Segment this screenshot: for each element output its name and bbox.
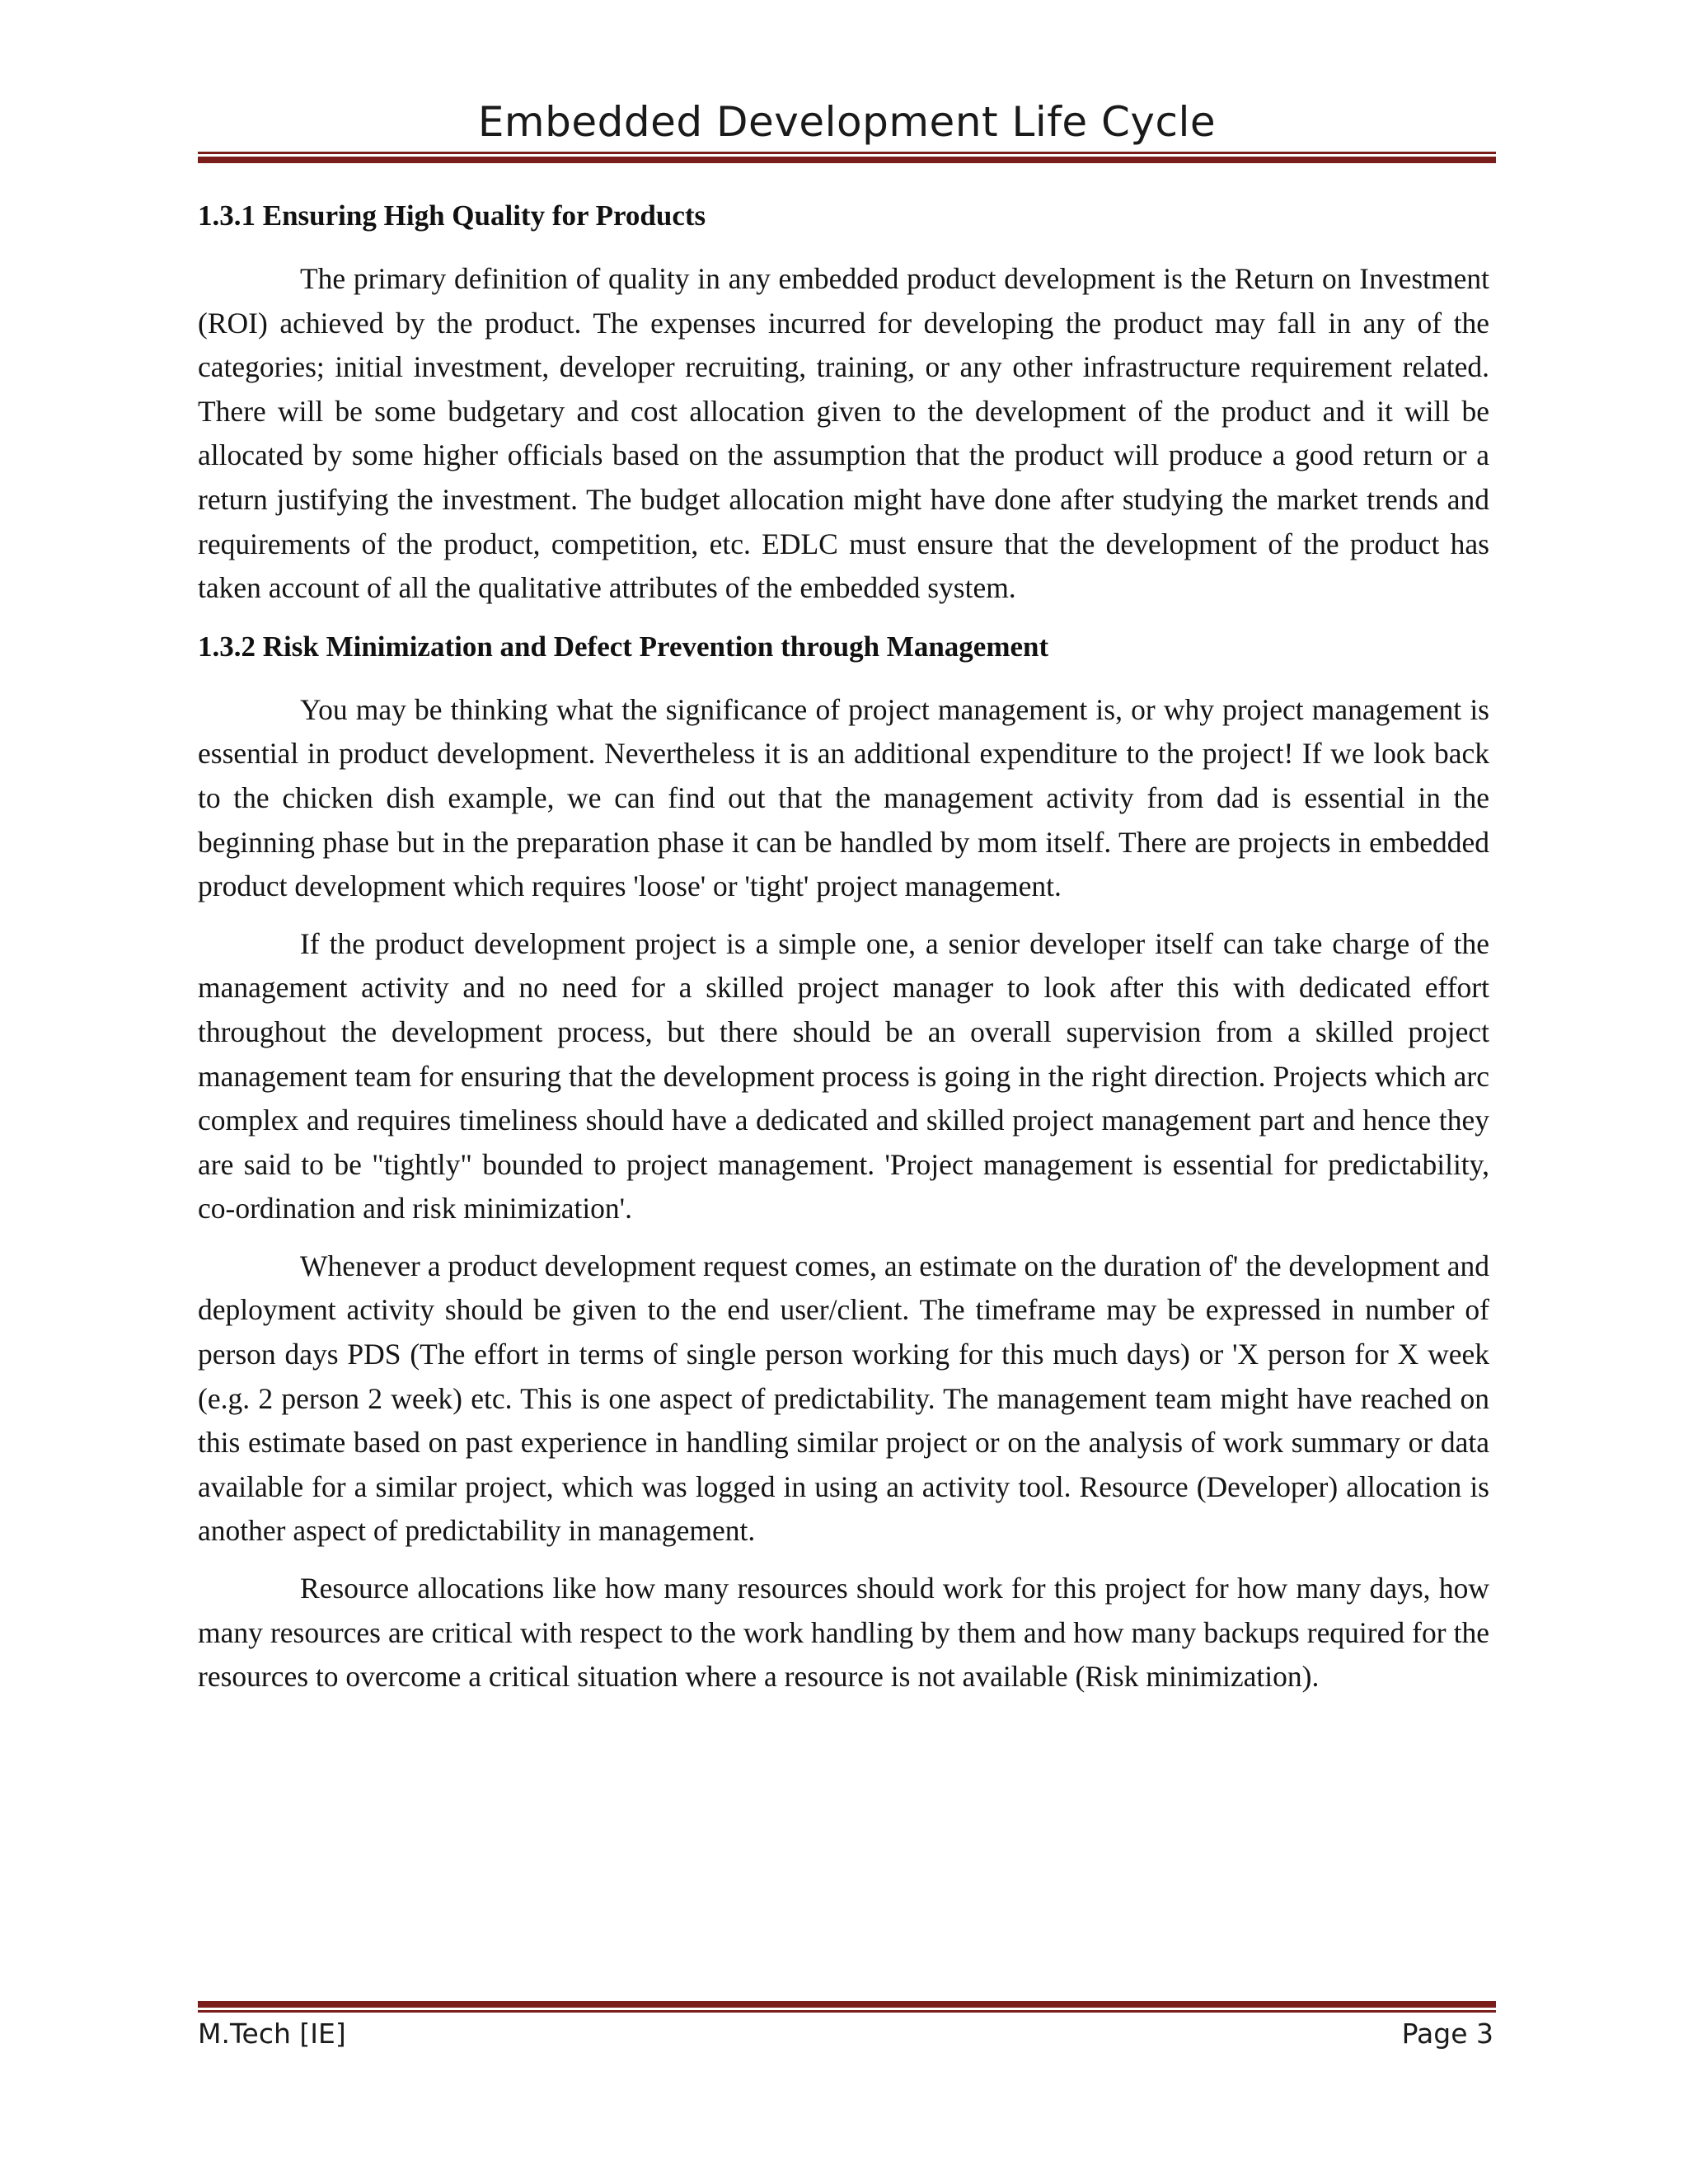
section-heading-1-3-1: 1.3.1 Ensuring High Quality for Products — [198, 199, 706, 232]
page-content — [198, 196, 1489, 1713]
header-rule — [198, 152, 1496, 163]
paragraph-simple-project: If the product development project is a simple one, a senior developer itself can take charge of the management activity and no need for a skilled project manager to look after this with dedicated effort throughout the development process, but there should be an overall supervision from a skilled project management team for ensuring that the development process is going in the right direction. Projects which arc complex and requires timeliness should have a dedicated and skilled project management part and hence they are said to be "tightly" bounded to project management. 'Project management is essential for predictability, co-ordination and risk minimization'. — [198, 926, 1489, 1226]
page-header-title: Embedded Development Life Cycle — [477, 98, 1217, 146]
footer-course-label: M.Tech [IE] — [198, 2018, 346, 2050]
footer-page-number: Page 3 — [1401, 2018, 1493, 2050]
paragraph-project-management: You may be thinking what the significance of project management is, or why project management is essential in product development. Nevertheless it is an additional expenditure to the project! If we look back to the chicken dish example, we can find out that the management activity from dad is essential in the beginning phase but in the preparation phase it can be handled by mom itself. There are projects in embedded product development which requires 'loose' or 'tight' project management. — [198, 692, 1489, 903]
footer-rule — [198, 2001, 1496, 2013]
section-heading-1-3-2: 1.3.2 Risk Minimization and Defect Prevention through Management — [198, 630, 1049, 663]
paragraph-estimate: Whenever a product development request comes, an estimate on the duration of' the development and deployment activity should be given to the end user/client. The timeframe may be expressed in number of person days PDS (The effort in terms of single person working for this much days) or 'X person for X week (e.g. 2 person 2 week) etc. This is one aspect of predictability. The management team might have reached on this estimate based on past experience in handling similar project or on the analysis of work summary or data available for a similar project, which was logged in using an activity tool. Resource (Developer) allocation is another aspect of predictability in management. — [198, 1249, 1489, 1548]
paragraph-quality: The primary definition of quality in any embedded product development is the Return on Investment (ROI) achieved by the product. The expenses incurred for developing the product may fall in any of the categories; initial investment, developer recruiting, training, or any other infrastructure requirement related. There will be some budgetary and cost allocation given to the development of the product and it will be allocated by some higher officials based on the assumption that the product will produce a good return or a return justifying the investment. The budget allocation might have done after studying the market trends and requirements of the product, competition, etc. EDLC must ensure that the development of the product has taken account of all the qualitative attributes of the embedded system. — [198, 262, 1489, 605]
paragraph-resource-allocation: Resource allocations like how many resources should work for this project for how many days, how many resources are critical with respect to the work handling by them and how many backups required for the resources to overcome a critical situation where a resource is not available (Risk minimization). — [198, 1572, 1489, 1694]
